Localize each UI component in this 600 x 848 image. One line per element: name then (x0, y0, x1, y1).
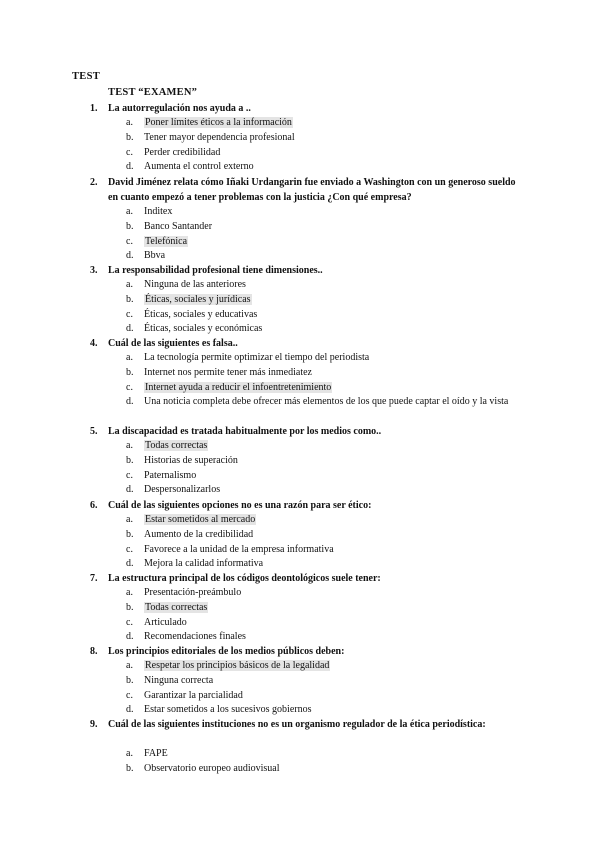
option-1c: c. Perder credibilidad (126, 146, 221, 158)
option-5c: c. Paternalismo (126, 469, 197, 481)
option-7d: d. Recomendaciones finales (126, 631, 246, 643)
question-number: 4. (90, 338, 98, 349)
question-3 (90, 263, 530, 278)
question-text: La responsabilidad profesional tiene dimensiones.. (108, 265, 323, 276)
highlighted-answer: Estar sometidos al mercado (145, 514, 256, 525)
option-4b: b. Internet nos permite tener más inmediatez (126, 366, 312, 378)
option-1b: b. Tener mayor dependencia profesional (126, 131, 295, 143)
option-7a: a. Presentación-preámbulo (126, 587, 242, 598)
question-text: La discapacidad es tratada habitualmente por los medios como.. (108, 426, 382, 437)
question-number: 2. (90, 177, 98, 188)
question-number: 5. (90, 426, 98, 437)
question-text: Cuál de las siguientes instituciones no es un organismo regulador de la ética periodística: (108, 719, 486, 730)
option-4c: c. Internet ayuda a reducir el infoentretenimiento (126, 381, 332, 393)
question-6 (90, 498, 530, 513)
highlighted-answer: Éticas, sociales y jurídicas (145, 293, 251, 305)
question-1 (90, 101, 530, 116)
question-number: 9. (90, 719, 98, 730)
option-3b: b. Éticas, sociales y jurídicas (126, 293, 251, 305)
option-3c: c. Éticas, sociales y educativas (126, 308, 258, 320)
option-2d: d. Bbva (126, 250, 166, 262)
option-5a: a. Todas correctas (126, 440, 208, 451)
options-list-6 (126, 513, 526, 572)
question-7 (90, 571, 530, 586)
options-list-5 (126, 439, 526, 498)
option-8a: a. Respetar los principios básicos de la legalidad (126, 660, 330, 671)
question-9 (90, 717, 490, 732)
question-number: 7. (90, 573, 98, 584)
question-text: Cuál de las siguientes es falsa.. (108, 338, 238, 349)
highlighted-answer: Telefónica (145, 235, 188, 247)
options-list-2 (126, 205, 526, 264)
option-2b: b. Banco Santander (126, 220, 213, 232)
option-8b: b. Ninguna correcta (126, 674, 214, 686)
question-4 (90, 336, 530, 351)
option-5d: d. Despersonalizarlos (126, 484, 221, 496)
option-6d: d. Mejora la calidad informativa (126, 558, 264, 570)
option-7b: b. Todas correctas (126, 601, 208, 613)
option-2a: a. Inditex (126, 206, 173, 217)
question-text: La estructura principal de los códigos deontológicos suele tener: (108, 573, 381, 584)
option-8d: d. Estar sometidos a los sucesivos gobiernos (126, 704, 312, 716)
question-5 (90, 424, 530, 439)
option-4d: d. Una noticia completa debe ofrecer más elementos de los que puede captar el oído y la vista (126, 396, 509, 408)
option-1d: d. Aumenta el control externo (126, 161, 254, 173)
question-2 (90, 175, 522, 205)
question-number: 8. (90, 646, 98, 657)
question-text: Cuál de las siguientes opciones no es una razón para ser ético: (108, 500, 372, 511)
option-9a: a. FAPE (126, 748, 168, 759)
document-title: TEST (72, 71, 101, 82)
option-8c: c. Garantizar la parcialidad (126, 689, 243, 701)
options-list-1 (126, 116, 526, 175)
highlighted-answer: Todas correctas (145, 440, 208, 451)
options-list-8 (126, 659, 526, 718)
question-number: 6. (90, 500, 98, 511)
option-6c: c. Favorece a la unidad de la empresa informativa (126, 543, 334, 555)
option-7c: c. Articulado (126, 616, 187, 628)
question-8 (90, 644, 530, 659)
question-number: 3. (90, 265, 98, 276)
highlighted-answer: Internet ayuda a reducir el infoentretenimiento (145, 381, 332, 393)
question-text: La autorregulación nos ayuda a .. (108, 103, 251, 114)
option-2c: c. Telefónica (126, 235, 188, 247)
options-list-3 (126, 278, 526, 337)
option-3a: a. Ninguna de las anteriores (126, 279, 246, 290)
question-number: 1. (90, 103, 98, 114)
highlighted-answer: Respetar los principios básicos de la legalidad (145, 660, 330, 671)
options-list-9 (126, 747, 526, 777)
option-3d: d. Éticas, sociales y económicas (126, 323, 263, 335)
question-text: Los principios editoriales de los medios públicos deben: (108, 646, 345, 657)
exam-title: TEST “EXAMEN” (108, 87, 198, 98)
options-list-4 (126, 351, 526, 424)
option-4a: a. La tecnología permite optimizar el tiempo del periodista (126, 352, 370, 363)
options-list-7 (126, 586, 526, 645)
question-text: David Jiménez relata cómo Iñaki Urdangarin fue enviado a Washington con un generoso sueldo en cuanto empezó a tener problemas con la justicia ¿Con qué empresa? (108, 177, 516, 203)
highlighted-answer: Poner límites éticos a la información (145, 117, 292, 128)
option-9b: b. Observatorio europeo audiovisual (126, 762, 280, 774)
option-1a: a. Poner límites éticos a la información (126, 117, 292, 128)
option-6a: a. Estar sometidos al mercado (126, 514, 256, 525)
option-5b: b. Historias de superación (126, 454, 238, 466)
option-6b: b. Aumento de la credibilidad (126, 528, 254, 540)
highlighted-answer: Todas correctas (145, 601, 208, 613)
